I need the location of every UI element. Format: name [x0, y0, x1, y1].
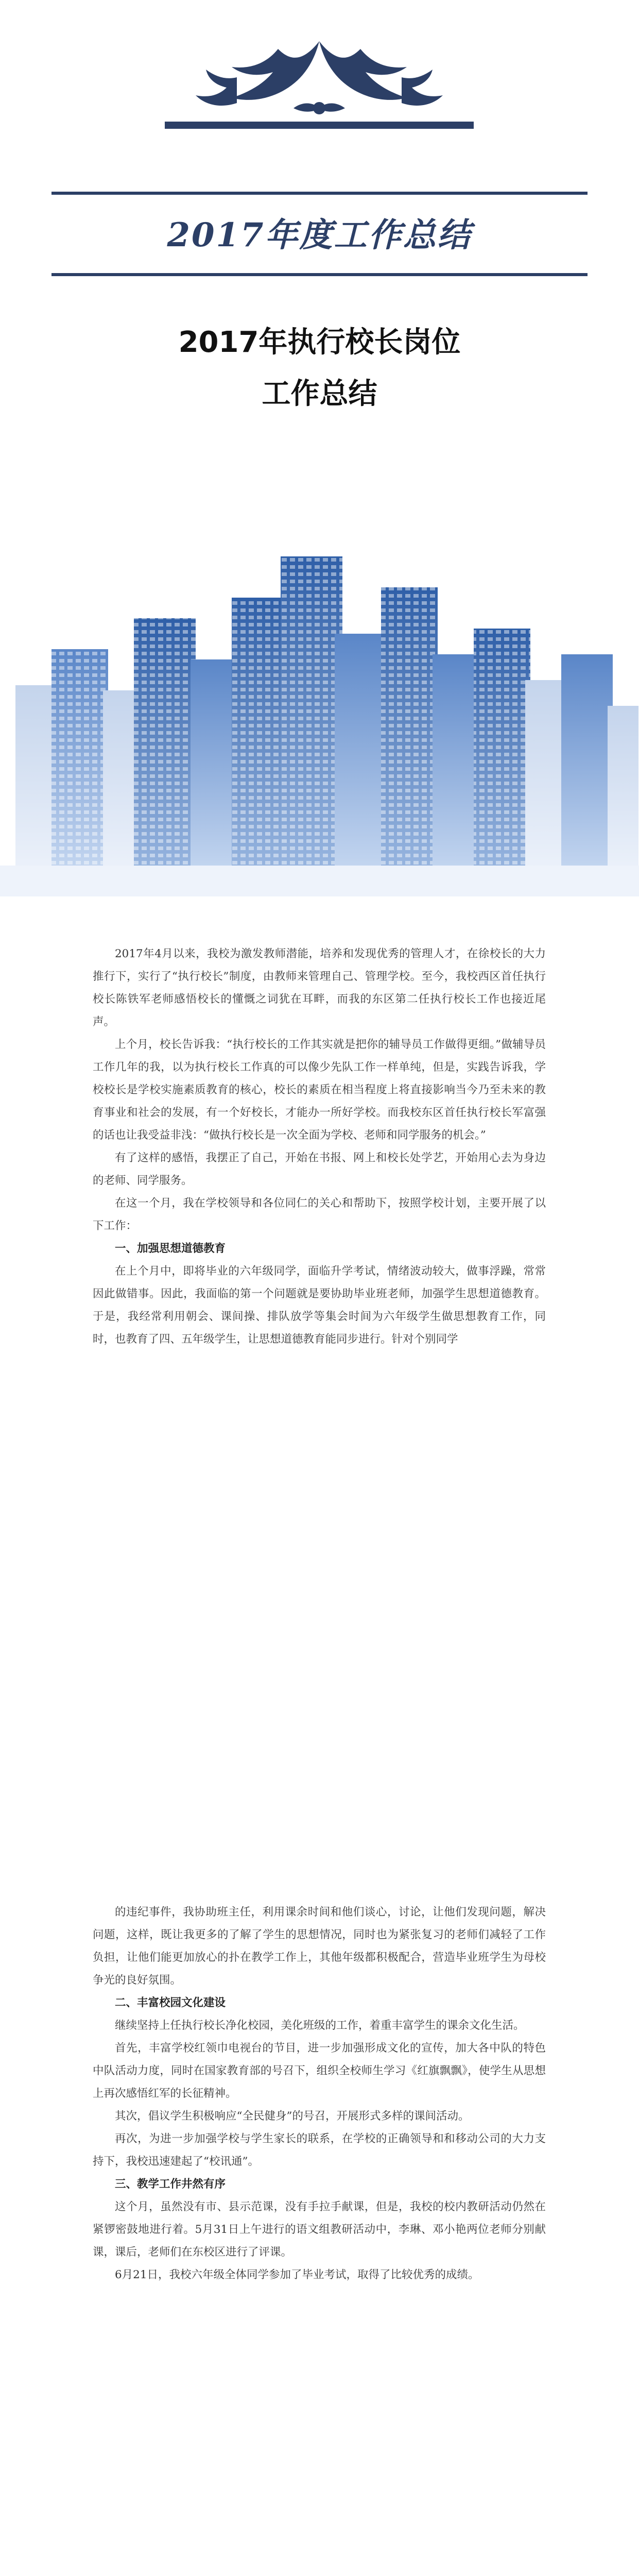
- section-heading: 一、加强思想道德教育: [115, 1242, 226, 1255]
- body-section-2: [93, 1901, 546, 2286]
- paragraph: 2017年4月以来，我校为激发教师潜能，培养和发现优秀的管理人才，在徐校长的大力推行下，实行了“执行校长”制度，由教师来管理自己、管理学校。至今，我校西区首任执行校长陈铁军老师感悟校长的懂慨之词犹在耳畔，而我的东区第二任执行校长工作也接近尾声。: [93, 947, 546, 1028]
- paragraph: 这个月，虽然没有市、县示范课，没有手拉手献课，但是，我校的校内教研活动仍然在紧锣密鼓地进行着。5月31日上午进行的语文组教研活动中，李琳、邓小艳两位老师分别献课，课后，老师们在东校区进行了评课。: [93, 2200, 546, 2259]
- city-skyline-illustration: [0, 556, 639, 896]
- paragraph: 继续坚持上任执行校长净化校园，美化班级的工作，着重丰富学生的课余文化生活。: [115, 2019, 525, 2032]
- banner-bottom-rule: [51, 273, 588, 276]
- document-title-line2: 工作总结: [262, 377, 377, 411]
- body-section-1: [93, 943, 546, 1351]
- paragraph: 再次，为进一步加强学校与学生家长的联系，在学校的正确领导和和移动公司的大力支持下，我校迅速建起了“校讯通”。: [93, 2132, 546, 2168]
- section-heading: 二、丰富校园文化建设: [115, 1996, 226, 2009]
- paragraph: 在上个月中，即将毕业的六年级同学，面临升学考试，情绪波动较大，做事浮躁，常常因此做错事。因此，我面临的第一个问题就是要协助毕业班老师，加强学生思想道德教育。于是，我经常利用朝会、课间操、排队放学等集会时间为六年级学生做思想教育工作，同时，也教育了四、五年级学生，让思想道德教育能同步进行。针对个别同学: [93, 1265, 546, 1346]
- paragraph: 的违纪事件，我协助班主任，利用课余时间和他们谈心，讨论，让他们发现问题，解决问题，这样，既让我更多的了解了学生的思想情况，同时也为紧张复习的老师们减轻了工作负担，让他们能更加放心的扑在教学工作上，其他年级都积极配合，营造毕业班学生为母校争光的良好氛围。: [93, 1906, 546, 1987]
- paragraph: 上个月，校长告诉我：“执行校长的工作其实就是把你的辅导员工作做得更细。”做辅导员工作几年的我，以为执行校长工作真的可以像少先队工作一样单纯，但是，实践告诉我，学校校长是学校实施素质教育的核心，校长的素质在相当程度上将直接影响当今乃至未来的教育事业和社会的发展，有一个好校长，才能办一所好学校。而我校东区首任执行校长军富强的话也让我受益非浅：“做执行校长是一次全面为学校、老师和同学服务的机会。”: [93, 1038, 546, 1142]
- paragraph: 首先，丰富学校红领巾电视台的节目，进一步加强形成文化的宣传，加大各中队的特色中队活动力度，同时在国家教育部的号召下，组织全校师生学习《红旗飘飘》，使学生从思想上再次感悟红军的长征精神。: [93, 2042, 546, 2100]
- ornament-icon: [165, 31, 474, 129]
- banner-title: 2017年度工作总结: [167, 216, 472, 255]
- paragraph: 有了这样的感悟，我摆正了自己，开始在书报、网上和校长处学艺，开始用心去为身边的老师、同学服务。: [93, 1151, 546, 1187]
- paragraph: 其次，倡议学生积极响应“全民健身”的号召，开展形式多样的课间活动。: [115, 2110, 470, 2123]
- paragraph: 在这一个月，我在学校领导和各位同仁的关心和帮助下，按照学校计划，主要开展了以下工作：: [93, 1197, 546, 1232]
- document-title-line1: 2017年执行校长岗位: [178, 326, 461, 359]
- paragraph: 6月21日，我校六年级全体同学参加了毕业考试，取得了比较优秀的成绩。: [115, 2268, 479, 2281]
- banner-top-rule: [51, 192, 588, 195]
- section-heading: 三、教学工作井然有序: [115, 2178, 226, 2191]
